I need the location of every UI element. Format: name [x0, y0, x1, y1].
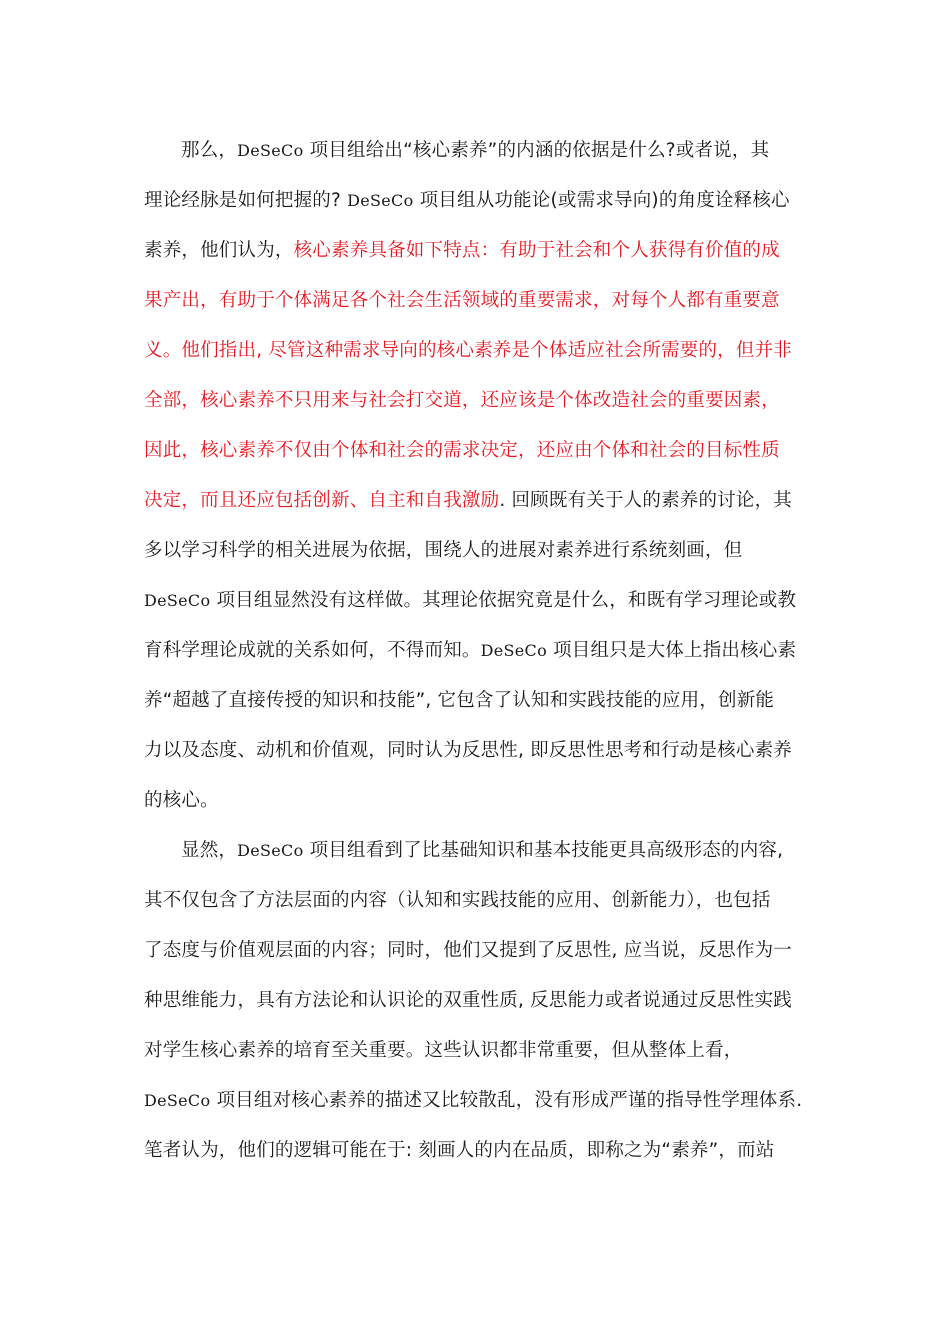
project-name: DeSeCo	[237, 141, 304, 160]
body-text: 项目组对核心素养的描述又比较散乱，没有形成严谨的指导性学理体系.	[210, 1090, 803, 1111]
project-name: DeSeCo	[237, 841, 304, 860]
text-line	[144, 276, 808, 326]
text-line	[144, 876, 808, 926]
text-line	[144, 176, 808, 226]
text-line	[144, 1076, 808, 1126]
text-line	[144, 576, 808, 626]
text-line	[144, 676, 808, 726]
project-name: DeSeCo	[480, 641, 548, 660]
body-text: 项目组看到了比基础知识和基本技能更具高级形态的内容,	[303, 840, 784, 861]
highlighted-text: 果产出，有助于个体满足各个社会生活领域的重要需求，对每个人都有重要意	[144, 290, 780, 311]
body-text: 项目组只是大体上指出核心素	[547, 640, 797, 661]
body-text: 了态度与价值观层面的内容；同时，他们又提到了反思性, 应当说，反思作为一	[144, 940, 792, 961]
highlighted-text: 因此，核心素养不仅由个体和社会的需求决定，还应由个体和社会的目标性质	[144, 440, 780, 461]
body-text: 种思维能力，具有方法论和认识论的双重性质, 反思能力或者说通过反思性实践	[144, 990, 792, 1011]
body-text: 的核心。	[144, 790, 219, 811]
text-line	[144, 1126, 808, 1176]
text-line	[144, 976, 808, 1026]
body-text: 多以学习科学的相关进展为依据，围绕人的进展对素养进行系统刻画，但	[144, 540, 743, 561]
text-line	[144, 126, 808, 176]
highlighted-text: 义。他们指出, 尽管这种需求导向的核心素养是个体适应社会所需要的，但并非	[144, 340, 792, 361]
highlighted-text: 决定，而且还应包括创新、自主和自我激励	[144, 490, 500, 511]
text-line	[144, 426, 808, 476]
text-line	[144, 826, 808, 876]
body-text: 那么，	[181, 140, 238, 161]
body-text: 素养，他们认为，	[144, 240, 294, 261]
text-line	[144, 926, 808, 976]
text-line	[144, 226, 808, 276]
text-line	[144, 626, 808, 676]
text-line	[144, 326, 808, 376]
text-line	[144, 726, 808, 776]
text-line	[144, 476, 808, 526]
text-line	[144, 376, 808, 426]
body-text: 项目组给出“核心素养”的内涵的依据是什么?或者说，其	[303, 140, 770, 161]
body-text: 理论经脉是如何把握的?	[144, 190, 348, 211]
body-text: 其不仅包含了方法层面的内容（认知和实践技能的应用、创新能力），也包括	[144, 890, 771, 911]
body-text: 育科学理论成就的关系如何，不得而知。	[144, 640, 481, 661]
body-text: 力以及态度、动机和价值观，同时认为反思性, 即反思性思考和行动是核心素养	[144, 740, 792, 761]
body-text: . 回顾既有关于人的素养的讨论，其	[499, 490, 792, 511]
highlighted-text: 核心素养具备如下特点：有助于社会和个人获得有价值的成	[293, 240, 780, 261]
text-line	[144, 776, 808, 826]
text-line	[144, 1026, 808, 1076]
project-name: DeSeCo	[144, 1091, 211, 1110]
document-body	[144, 126, 808, 1176]
body-text: 对学生核心素养的培育至关重要。这些认识都非常重要，但从整体上看，	[144, 1040, 743, 1061]
project-name: DeSeCo	[144, 591, 211, 610]
body-text: 笔者认为，他们的逻辑可能在于: 刻画人的内在品质，即称之为“素养”，而站	[144, 1140, 775, 1161]
text-line	[144, 526, 808, 576]
project-name: DeSeCo	[347, 191, 414, 210]
body-text: 项目组从功能论(或需求导向)的角度诠释核心	[413, 190, 790, 211]
highlighted-text: 全部，核心素养不只用来与社会打交道，还应该是个体改造社会的重要因素，	[144, 390, 780, 411]
body-text: 项目组显然没有这样做。其理论依据究竟是什么，和既有学习理论或教	[210, 590, 797, 611]
body-text: 显然，	[181, 840, 238, 861]
body-text: 养“超越了直接传授的知识和技能”, 它包含了认知和实践技能的应用，创新能	[144, 690, 775, 711]
